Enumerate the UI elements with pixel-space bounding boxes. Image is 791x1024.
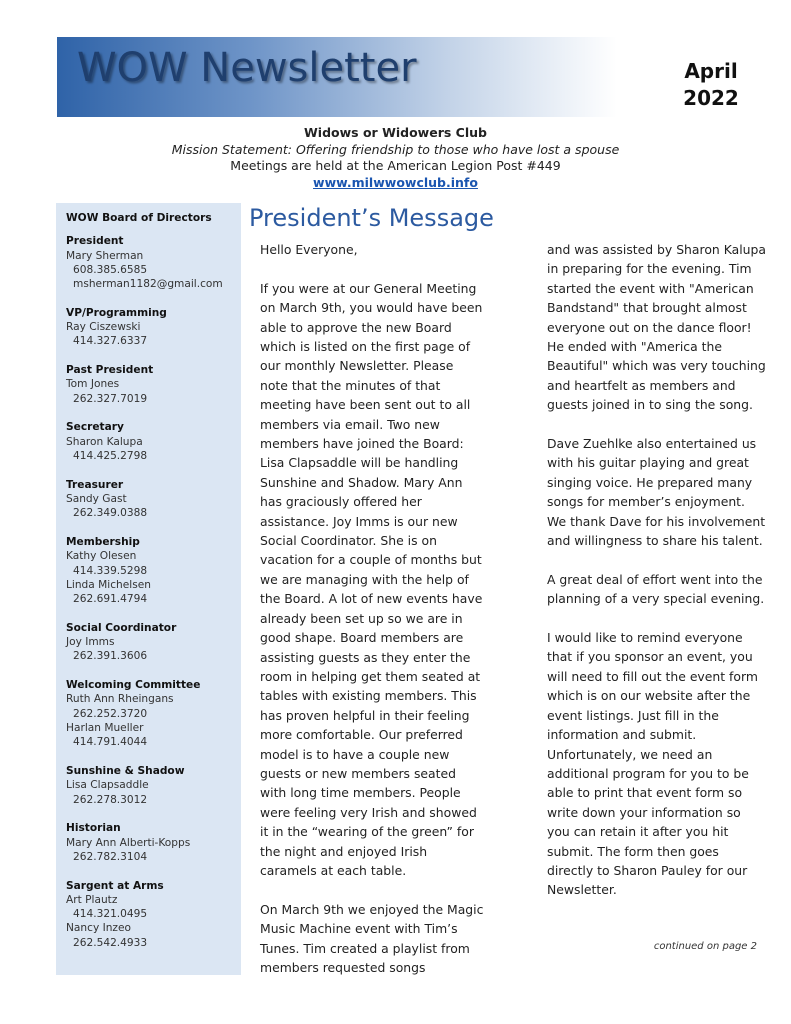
- member-name: Joy Imms: [66, 636, 115, 649]
- mission-statement: Mission Statement: Offering friendship to those who have lost a spouse: [171, 141, 620, 157]
- club-info: [0, 125, 791, 191]
- issue-date: [676, 58, 746, 112]
- member-name: Linda Michelsen: [66, 578, 151, 591]
- member-name: Mary Sherman: [66, 249, 144, 262]
- board-sidebar: [56, 203, 241, 975]
- member-phone: 414.327.6337: [73, 335, 148, 348]
- message-paragraph: If you were at our General Meeting on March 9th, you would have been able to approve the new Board which is listed on the first page of our monthly Newsletter. Please note that the minutes of that meeting have been sent out to all members via email. Two new members have joined the Board: Lisa Clapsaddle will be handling Sunshine and Shadow. Mary Ann has graciously offered her assistance. Joy Imms is our new Social Coordinator. She is on vacation for a couple of months but we are managing with the help of the Board. A lot of new events have already been set up so we are in good shape. Board members are assisting guests as they enter the room in helping get them seated at tables with existing members. This has proven helpful in their feeling more comfortable. Our preferred model is to have a couple new guests or new members seated with long time members. People were feeling very Irish and showed it in the “wearing of the green” for the night and enjoyed Irish caramels at each table.: [260, 280, 483, 878]
- newsletter-banner: [57, 37, 617, 117]
- role-title: Sargent at Arms: [66, 879, 164, 892]
- member-email: msherman1182@gmail.com: [73, 278, 223, 291]
- member-phone: 262.691.4794: [73, 593, 148, 606]
- role-title: Welcoming Committee: [66, 679, 201, 692]
- member-name: Kathy Olesen: [66, 550, 137, 563]
- member-phone: 262.782.3104: [73, 850, 148, 863]
- member-name: Mary Ann Alberti-Kopps: [66, 836, 191, 849]
- role-title: Secretary: [66, 421, 124, 434]
- role-title: Membership: [66, 536, 140, 548]
- member-name: Tom Jones: [66, 378, 120, 391]
- message-paragraph: A great deal of effort went into the planning of a very special evening.: [547, 571, 765, 607]
- member-name: Harlan Mueller: [66, 722, 144, 735]
- member-phone: 414.339.5298: [73, 564, 148, 577]
- message-paragraph: and was assisted by Sharon Kalupa in preparing for the evening. Tim started the event with "American Bandstand" that brought almost everyone out on the dance floor! He ended with "America the Beautiful" which was very touching and heartfelt as members and guests joined in to sing the song.: [547, 242, 766, 413]
- message-paragraph: Dave Zuehlke also entertained us with his guitar playing and great singing voice. He prepared many songs for member’s enjoyment. We thank Dave for his involvement and willingness to share his talent.: [547, 436, 766, 549]
- board-role: [66, 420, 241, 463]
- member-name: Sandy Gast: [66, 493, 127, 506]
- member-phone: 414.321.0495: [73, 908, 148, 921]
- member-phone: 262.391.3606: [73, 650, 148, 663]
- role-title: Historian: [66, 822, 121, 835]
- board-role: [66, 879, 241, 950]
- newsletter-title: WOW Newsletter: [77, 45, 417, 91]
- member-name: Ray Ciszewski: [66, 321, 141, 334]
- board-role: [66, 764, 241, 807]
- website-link[interactable]: www.milwwowclub.info: [313, 174, 478, 190]
- member-phone: 262.327.7019: [73, 392, 148, 405]
- board-role: [66, 363, 241, 406]
- member-name: Sharon Kalupa: [66, 435, 143, 448]
- issue-month: April: [684, 59, 738, 83]
- message-column-2: [547, 240, 767, 919]
- member-phone: 414.791.4044: [73, 736, 148, 749]
- member-phone: 262.542.4933: [73, 936, 148, 949]
- role-title: Treasurer: [66, 478, 124, 491]
- board-roles-list: [66, 234, 241, 950]
- board-role: [66, 621, 241, 664]
- message-title: President’s Message: [249, 204, 494, 232]
- board-role: [66, 478, 241, 521]
- member-name: Art Plautz: [66, 893, 118, 906]
- role-title: Past President: [66, 364, 154, 377]
- member-name: Ruth Ann Rheingans: [66, 693, 174, 706]
- member-phone: 262.349.0388: [73, 507, 148, 520]
- board-role: [66, 306, 241, 349]
- meeting-location: Meetings are held at the American Legion Post #449: [230, 158, 561, 173]
- role-title: VP/Programming: [66, 306, 167, 319]
- sidebar-heading: WOW Board of Directors: [66, 212, 212, 224]
- message-paragraph: I would like to remind everyone that if you sponsor an event, you will need to fill out the event form which is on our website after the event listings. Just fill in the information and submit. Unfortunately, we need an additional program for you to be able to print that event form so write down your information so you can retain it after you hit submit. The form then goes directly to Sharon Pauley for our Newsletter.: [547, 630, 758, 898]
- member-phone: 414.425.2798: [73, 450, 148, 463]
- member-name: Lisa Clapsaddle: [66, 779, 149, 792]
- role-title: Sunshine & Shadow: [66, 765, 185, 778]
- member-phone: 262.278.3012: [73, 793, 148, 806]
- message-paragraph: Hello Everyone,: [260, 242, 358, 257]
- continued-note: continued on page 2: [653, 941, 757, 952]
- member-phone: 262.252.3720: [73, 707, 148, 720]
- board-role: [66, 234, 241, 291]
- member-name: Nancy Inzeo: [66, 922, 131, 935]
- club-name: Widows or Widowers Club: [304, 125, 487, 140]
- role-title: Social Coordinator: [66, 621, 177, 634]
- message-paragraph: On March 9th we enjoyed the Magic Music Machine event with Tim’s Tunes. Tim created a playlist from members requested songs: [260, 901, 484, 975]
- role-title: President: [66, 235, 124, 248]
- board-role: [66, 821, 241, 864]
- member-phone: 608.385.6585: [73, 263, 148, 276]
- issue-year: 2022: [683, 86, 739, 110]
- message-column-1: [260, 240, 485, 997]
- board-role: [66, 678, 241, 749]
- board-role: [66, 535, 241, 606]
